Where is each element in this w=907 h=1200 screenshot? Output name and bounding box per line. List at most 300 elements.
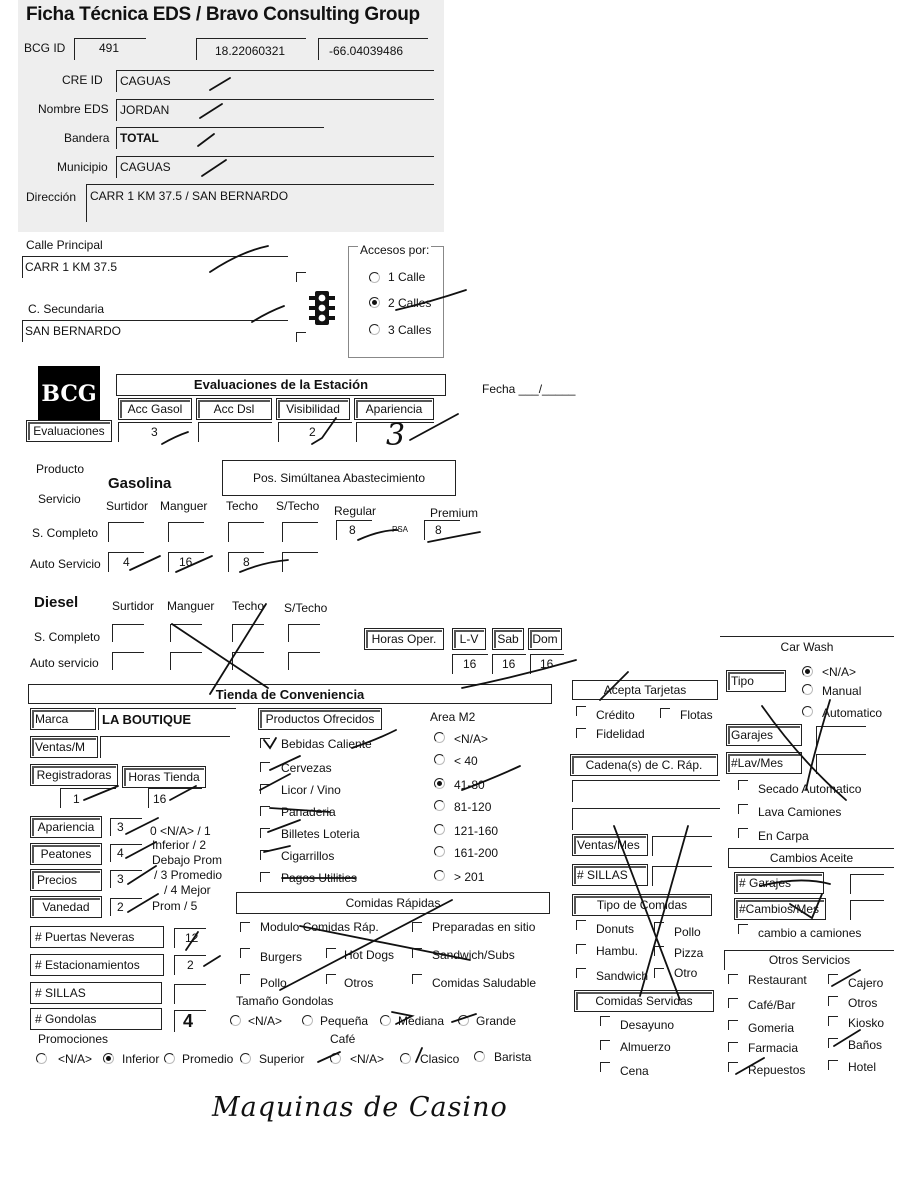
scale-line-5: / 4 Mejor (164, 883, 211, 897)
otros-checkbox[interactable] (326, 974, 336, 984)
scale-line-4: / 3 Promedio (154, 868, 223, 882)
almuerzo-label: Almuerzo (620, 1040, 671, 1054)
hambu-checkbox[interactable] (576, 944, 586, 954)
estacionamientos-label: # Estacionamientos (30, 954, 164, 976)
ventas-mes-label: Ventas/Mes (572, 834, 648, 856)
apariencia-tienda-value: 3 (117, 820, 124, 834)
marca-field[interactable] (98, 708, 236, 730)
gondolas-field[interactable] (174, 1010, 206, 1032)
cre-id-value: CAGUAS (120, 74, 171, 88)
mark-diesel-x1 (210, 604, 266, 694)
regular-value: 8 (349, 523, 356, 537)
carwash-opt-auto: Automatico (822, 706, 883, 720)
restaurant-checkbox[interactable] (728, 974, 738, 984)
tamano-pequena: Pequeña (320, 1014, 369, 1028)
producto-checkbox[interactable] (260, 850, 270, 860)
acc-dsl-header: Acc Dsl (196, 398, 272, 420)
municipio-value: CAGUAS (120, 160, 171, 174)
saludable-label: Comidas Saludable (432, 976, 537, 990)
registradoras-field[interactable] (60, 788, 116, 808)
cadena-field-1[interactable] (572, 780, 720, 802)
gomeria-checkbox[interactable] (728, 1020, 738, 1030)
garajes-label: Garajes (726, 724, 802, 746)
area-option-label: <N/A> (454, 732, 489, 746)
area-radio[interactable] (434, 824, 445, 835)
das-techo-field[interactable] (232, 652, 264, 670)
as-surtidor-field[interactable] (108, 552, 144, 572)
sc-techo-field[interactable] (228, 522, 264, 542)
cadena-field-2[interactable] (572, 808, 720, 830)
acc-dsl-field[interactable] (198, 422, 272, 442)
flotas-checkbox[interactable] (660, 708, 670, 718)
sillas-cadena-label: # SILLAS (572, 864, 648, 886)
otros-servicios-title: Otros Servicios (724, 950, 894, 970)
das-stecho-field[interactable] (288, 652, 320, 670)
calle-principal-checkbox[interactable] (296, 272, 306, 282)
sc-manguer-field[interactable] (168, 522, 204, 542)
techo-label: Techo (226, 499, 259, 513)
donuts-checkbox[interactable] (576, 920, 586, 930)
bandera-value: TOTAL (120, 131, 159, 145)
area-radio[interactable] (434, 870, 445, 881)
cambio-camiones-checkbox[interactable] (738, 924, 748, 934)
bandera-label: Bandera (64, 131, 110, 145)
area-option-label: > 201 (454, 870, 485, 884)
direccion-label: Dirección (26, 190, 77, 204)
bcg-id-value: 491 (99, 41, 120, 55)
diesel-s-techo-label: S/Techo (284, 601, 328, 615)
sab-header: Sab (492, 628, 524, 650)
fidelidad-label: Fidelidad (596, 727, 645, 741)
accesos-label: Accesos por: (360, 243, 430, 257)
pollo-cadena-label: Pollo (674, 925, 701, 939)
hotel-checkbox[interactable] (828, 1060, 838, 1070)
cambio-camiones-label: cambio a camiones (758, 926, 862, 940)
producto-label: Pagos Utilities (281, 871, 358, 885)
credito-checkbox[interactable] (576, 706, 586, 716)
dsc-techo-field[interactable] (232, 624, 264, 642)
farmacia-checkbox[interactable] (728, 1042, 738, 1052)
kiosko-checkbox[interactable] (828, 1016, 838, 1026)
puertas-neveras-label: # Puertas Neveras (30, 926, 164, 948)
area-radio[interactable] (434, 778, 445, 789)
tamano-radio-na[interactable] (230, 1015, 241, 1026)
peatones-label: Peatones (30, 843, 102, 865)
producto-label: Panaderia (281, 805, 336, 819)
calle-secundaria-checkbox[interactable] (296, 332, 306, 342)
lavmes-label: #Lav/Mes (726, 752, 802, 774)
scale-line-6: Prom / 5 (152, 899, 198, 913)
area-radio[interactable] (434, 800, 445, 811)
servicio-label: Servicio (38, 492, 81, 506)
lava-camiones-checkbox[interactable] (738, 804, 748, 814)
tamano-mediana: Mediana (398, 1014, 445, 1028)
productos-ofrecidos-title: Productos Ofrecidos (258, 708, 382, 730)
precios-label: Precios (30, 869, 102, 891)
latitude-value: 18.22060321 (215, 44, 286, 58)
area-option-label: 161-200 (454, 846, 499, 860)
cajero-label: Cajero (848, 976, 884, 990)
cafe-bar-label: Café/Bar (748, 998, 796, 1012)
cena-label: Cena (620, 1064, 649, 1078)
apariencia-header: Apariencia (354, 398, 434, 420)
estacionamientos-field[interactable] (174, 955, 206, 975)
hambu-label: Hambu. (596, 944, 639, 958)
apariencia-tienda-label: Apariencia (30, 816, 102, 838)
fecha-label: Fecha ___/_____ (482, 382, 576, 396)
producto-label: Producto (36, 462, 85, 476)
sc-stecho-field[interactable] (282, 522, 318, 542)
longitude-field[interactable] (318, 38, 428, 60)
carwash-radio-na[interactable] (802, 666, 813, 677)
s-techo-label: S/Techo (276, 499, 320, 513)
registradoras-value: 1 (73, 792, 80, 806)
auto-servicio-label: Auto Servicio (30, 557, 101, 571)
sillas-tienda-field[interactable] (174, 984, 206, 1004)
pos-simultanea-header: Pos. Simúltanea Abastecimiento (222, 460, 456, 496)
calle-principal-value: CARR 1 KM 37.5 (25, 260, 118, 274)
producto-checkbox[interactable] (260, 784, 270, 794)
pollo-checkbox[interactable] (240, 974, 250, 984)
latitude-field[interactable] (196, 38, 306, 60)
horas-tienda-label: Horas Tienda (122, 766, 206, 788)
as-stecho-field[interactable] (282, 552, 318, 572)
area-m2-label: Area M2 (430, 710, 476, 724)
otro-cadena-label: Otro (674, 966, 698, 980)
sillas-tienda-label: # SILLAS (30, 982, 162, 1004)
flotas-label: Flotas (680, 708, 713, 722)
das-surtidor-field[interactable] (112, 652, 144, 670)
lavmes-field[interactable] (816, 754, 866, 774)
municipio-label: Municipio (57, 160, 108, 174)
hotdogs-checkbox[interactable] (326, 948, 336, 958)
tipo-carwash-label: Tipo (726, 670, 786, 692)
hotdogs-label: Hot Dogs (344, 948, 395, 962)
promo-inferior: Inferior (122, 1052, 160, 1066)
bcg-logo-text: BCG (41, 381, 97, 407)
premium-label: Premium (430, 506, 479, 520)
producto-checkbox[interactable] (260, 738, 270, 748)
producto-label: Bebidas Caliente (281, 737, 372, 751)
nombre-value: JORDAN (120, 103, 170, 117)
as-techo-value: 8 (243, 555, 250, 569)
regular-field[interactable] (336, 520, 372, 540)
fidelidad-checkbox[interactable] (576, 728, 586, 738)
cafe-clasico: Clasico (420, 1052, 460, 1066)
diesel-surtidor-label: Surtidor (112, 599, 155, 613)
farmacia-label: Farmacia (748, 1041, 799, 1055)
repuestos-checkbox[interactable] (728, 1062, 738, 1072)
producto-label: Cervezas (281, 761, 332, 775)
car-wash-title: Car Wash (720, 636, 894, 656)
sandwich-subs-label: Sandwich/Subs (432, 948, 515, 962)
desayuno-checkbox[interactable] (600, 1016, 610, 1026)
producto-label: Cigarrillos (281, 849, 335, 863)
preparadas-checkbox[interactable] (412, 922, 422, 932)
producto-checkbox[interactable] (260, 806, 270, 816)
pizza-label: Pizza (674, 946, 704, 960)
marca-value: LA BOUTIQUE (102, 712, 192, 727)
otros-servicio-checkbox[interactable] (828, 996, 838, 1006)
cafe-radio-na[interactable] (330, 1053, 341, 1064)
tipo-comidas-title: Tipo de Comidas (572, 894, 712, 916)
cafe-radio-barista[interactable] (474, 1051, 485, 1062)
saludable-checkbox[interactable] (412, 974, 422, 984)
cafe-radio-clasico[interactable] (400, 1053, 411, 1064)
comidas-rapidas-title: Comidas Rápidas (236, 892, 550, 914)
visibilidad-field[interactable] (278, 422, 352, 442)
municipio-field[interactable] (116, 156, 434, 178)
calle-secundaria-label: C. Secundaria (28, 302, 105, 316)
area-radio[interactable] (434, 846, 445, 857)
carwash-opt-manual: Manual (822, 684, 862, 698)
otro-cadena-checkbox[interactable] (654, 968, 664, 978)
en-carpa-label: En Carpa (758, 829, 809, 843)
evaluaciones-row-label: Evaluaciones (26, 420, 112, 442)
tamano-radio-mediana[interactable] (380, 1015, 391, 1026)
calle-secundaria-field[interactable] (22, 320, 288, 342)
promociones-label: Promociones (38, 1032, 109, 1046)
ventas-mes-field[interactable] (652, 836, 712, 856)
promo-promedio: Promedio (182, 1052, 234, 1066)
bcg-id-label: BCG ID (24, 41, 66, 55)
accesos-radio-3[interactable] (369, 324, 380, 335)
accesos-radio-1[interactable] (369, 272, 380, 283)
horas-oper-label: Horas Oper. (364, 628, 444, 650)
calle-principal-field[interactable] (22, 256, 288, 278)
psa-note: PSA (392, 525, 409, 534)
hotel-label: Hotel (848, 1060, 877, 1074)
scale-line-2: Inferior / 2 (152, 838, 207, 852)
sab-value: 16 (502, 657, 516, 671)
carwash-radio-manual[interactable] (802, 684, 813, 695)
producto-label: Billetes Loteria (281, 827, 360, 841)
dsc-stecho-field[interactable] (288, 624, 320, 642)
producto-checkbox[interactable] (260, 828, 270, 838)
traffic-light-icon (308, 290, 336, 326)
evaluaciones-title: Evaluaciones de la Estación (116, 374, 446, 396)
gondolas-label: # Gondolas (30, 1008, 162, 1030)
bcg-logo (38, 366, 100, 422)
bcg-id-field[interactable] (74, 38, 146, 60)
cambios-mes-label: #Cambios/Mes (734, 898, 826, 920)
estacionamientos-value: 2 (187, 958, 194, 972)
secado-label: Secado Automatico (758, 782, 862, 796)
scale-line-3: Debajo Prom (152, 853, 223, 867)
otros-servicio-label: Otros (848, 996, 878, 1010)
dom-value: 16 (540, 657, 554, 671)
restaurant-label: Restaurant (748, 973, 807, 987)
aceite-garajes-label: # Garajes (734, 872, 824, 894)
modulo-label: Modulo Comidas Ráp. (260, 920, 379, 934)
cambios-mes-field[interactable] (850, 900, 884, 920)
lv-header: L-V (452, 628, 486, 650)
registradoras-label: Registradoras (30, 764, 118, 786)
ventas-m-label: Ventas/M (30, 736, 98, 758)
acc-gasol-value: 3 (151, 425, 158, 439)
s-completo-label: S. Completo (32, 526, 99, 540)
preparadas-label: Preparadas en sitio (432, 920, 536, 934)
regular-label: Regular (334, 504, 377, 518)
tamano-radio-pequena[interactable] (302, 1015, 313, 1026)
as-surtidor-value: 4 (123, 555, 130, 569)
accesos-opt-1: 1 Calle (388, 270, 426, 284)
acc-gasol-field[interactable] (118, 422, 192, 442)
gomeria-label: Gomeria (748, 1021, 795, 1035)
tienda-title: Tienda de Conveniencia (28, 684, 552, 704)
accesos-opt-3: 3 Calles (388, 323, 432, 337)
variedad-value: 2 (117, 900, 124, 914)
area-option-label: 81-120 (454, 800, 492, 814)
sillas-cadena-field[interactable] (652, 866, 712, 886)
promo-na: <N/A> (58, 1052, 93, 1066)
diesel-s-completo-label: S. Completo (34, 630, 101, 644)
promo-radio-promedio[interactable] (164, 1053, 175, 1064)
modulo-checkbox[interactable] (240, 922, 250, 932)
sandwich-subs-checkbox[interactable] (412, 948, 422, 958)
tamano-grande: Grande (476, 1014, 517, 1028)
page-title: Ficha Técnica EDS / Bravo Consulting Group (26, 4, 420, 25)
sandwich-cadena-checkbox[interactable] (576, 968, 586, 978)
area-option-label: < 40 (454, 754, 478, 768)
dom-header: Dom (528, 628, 562, 650)
aceite-garajes-field[interactable] (850, 874, 884, 894)
tamano-radio-grande[interactable] (458, 1015, 469, 1026)
premium-value: 8 (435, 523, 442, 537)
carwash-radio-auto[interactable] (802, 706, 813, 717)
desayuno-label: Desayuno (620, 1018, 675, 1032)
as-manguer-field[interactable] (168, 552, 204, 572)
dsc-manguer-field[interactable] (170, 624, 202, 642)
puertas-neveras-field[interactable] (174, 928, 206, 948)
visibilidad-value: 2 (309, 425, 316, 439)
gondolas-value: 4 (183, 1011, 194, 1031)
pollo-label: Pollo (260, 976, 287, 990)
cafe-barista: Barista (494, 1050, 532, 1064)
burgers-label: Burgers (260, 950, 303, 964)
en-carpa-checkbox[interactable] (738, 828, 748, 838)
acc-gasol-header: Acc Gasol (118, 398, 192, 420)
accesos-opt-2: 2 Calles (388, 296, 432, 310)
mark-estacionamientos (204, 956, 220, 966)
diesel-manguer-label: Manguer (167, 599, 215, 613)
producto-label: Licor / Vino (281, 783, 341, 797)
cambios-aceite-title: Cambios Aceite (728, 848, 894, 868)
area-option-label: 41-80 (454, 778, 485, 792)
sab-field[interactable] (492, 654, 526, 674)
promo-radio-inferior[interactable] (103, 1053, 114, 1064)
acepta-tarjetas-title: Acepta Tarjetas (572, 680, 718, 700)
promo-radio-superior[interactable] (240, 1053, 251, 1064)
premium-field[interactable] (424, 520, 460, 540)
repuestos-label: Repuestos (748, 1063, 806, 1077)
peatones-field[interactable] (110, 844, 142, 862)
banos-label: Baños (848, 1038, 883, 1052)
producto-checkbox[interactable] (260, 762, 270, 772)
garajes-field[interactable] (816, 726, 866, 746)
producto-checkbox[interactable] (260, 872, 270, 882)
diesel-title: Diesel (34, 594, 79, 611)
cre-id-field[interactable] (116, 70, 434, 92)
cafe-na: <N/A> (350, 1052, 385, 1066)
bandera-field[interactable] (116, 127, 324, 149)
cre-id-label: CRE ID (62, 73, 103, 87)
cadenas-label: Cadena(s) de C. Ráp. (570, 754, 718, 776)
area-radio[interactable] (434, 754, 445, 765)
variedad-label: Vanedad (30, 896, 102, 918)
carwash-opt-na: <N/A> (822, 665, 857, 679)
das-manguer-field[interactable] (170, 652, 202, 670)
pollo-cadena-checkbox[interactable] (654, 922, 664, 932)
calle-secundaria-value: SAN BERNARDO (25, 324, 122, 338)
visibilidad-header: Visibilidad (276, 398, 350, 420)
promo-superior: Superior (259, 1052, 305, 1066)
dom-field[interactable] (530, 654, 564, 674)
longitude-value: -66.04039486 (329, 44, 404, 58)
diesel-techo-label: Techo (232, 599, 265, 613)
tamano-gondolas-label: Tamaño Gondolas (236, 994, 334, 1008)
as-techo-field[interactable] (228, 552, 264, 572)
area-radio[interactable] (434, 732, 445, 743)
peatones-value: 4 (117, 846, 124, 860)
nombre-label: Nombre EDS (38, 102, 109, 116)
gasolina-title: Gasolina (108, 475, 172, 492)
ventas-m-field[interactable] (100, 736, 230, 758)
banos-checkbox[interactable] (828, 1038, 838, 1048)
direccion-field[interactable] (86, 184, 434, 222)
tamano-na: <N/A> (248, 1014, 283, 1028)
kiosko-label: Kiosko (848, 1016, 885, 1030)
nombre-field[interactable] (116, 99, 434, 121)
almuerzo-checkbox[interactable] (600, 1040, 610, 1050)
calle-principal-label: Calle Principal (26, 238, 103, 252)
variedad-field[interactable] (110, 898, 142, 916)
comidas-servidas-title: Comidas Servidas (574, 990, 714, 1012)
accesos-radio-2[interactable] (369, 297, 380, 308)
pizza-checkbox[interactable] (654, 946, 664, 956)
promo-radio-na[interactable] (36, 1053, 47, 1064)
horas-tienda-value: 16 (153, 792, 167, 806)
as-manguer-value: 16 (179, 555, 193, 569)
sandwich-cadena-label: Sandwich (596, 969, 649, 983)
donuts-label: Donuts (596, 922, 635, 936)
cafe-bar-checkbox[interactable] (728, 998, 738, 1008)
dsc-surtidor-field[interactable] (112, 624, 144, 642)
lv-field[interactable] (452, 654, 488, 674)
secado-checkbox[interactable] (738, 780, 748, 790)
burgers-checkbox[interactable] (240, 948, 250, 958)
lv-value: 16 (463, 657, 477, 671)
diesel-auto-servicio-label: Auto servicio (30, 656, 99, 670)
otros-label: Otros (344, 976, 374, 990)
lava-camiones-label: Lava Camiones (758, 805, 842, 819)
precios-field[interactable] (110, 870, 142, 888)
cajero-checkbox[interactable] (828, 974, 838, 984)
marca-label: Marca (30, 708, 96, 730)
puertas-neveras-value: 12 (185, 931, 199, 945)
apariencia-tienda-field[interactable] (110, 818, 142, 836)
cafe-label: Café (330, 1032, 356, 1046)
sc-surtidor-field[interactable] (108, 522, 144, 542)
handwritten-note: Maquinas de Casino (212, 1092, 508, 1123)
area-option-label: 121-160 (454, 824, 499, 838)
horas-tienda-field[interactable] (148, 788, 202, 808)
cena-checkbox[interactable] (600, 1062, 610, 1072)
apariencia-hand-value: 3 (386, 418, 406, 453)
manguer-label: Manguer (160, 499, 208, 513)
scale-line-1: 0 <N/A> / 1 (150, 824, 211, 838)
credito-label: Crédito (596, 708, 635, 722)
